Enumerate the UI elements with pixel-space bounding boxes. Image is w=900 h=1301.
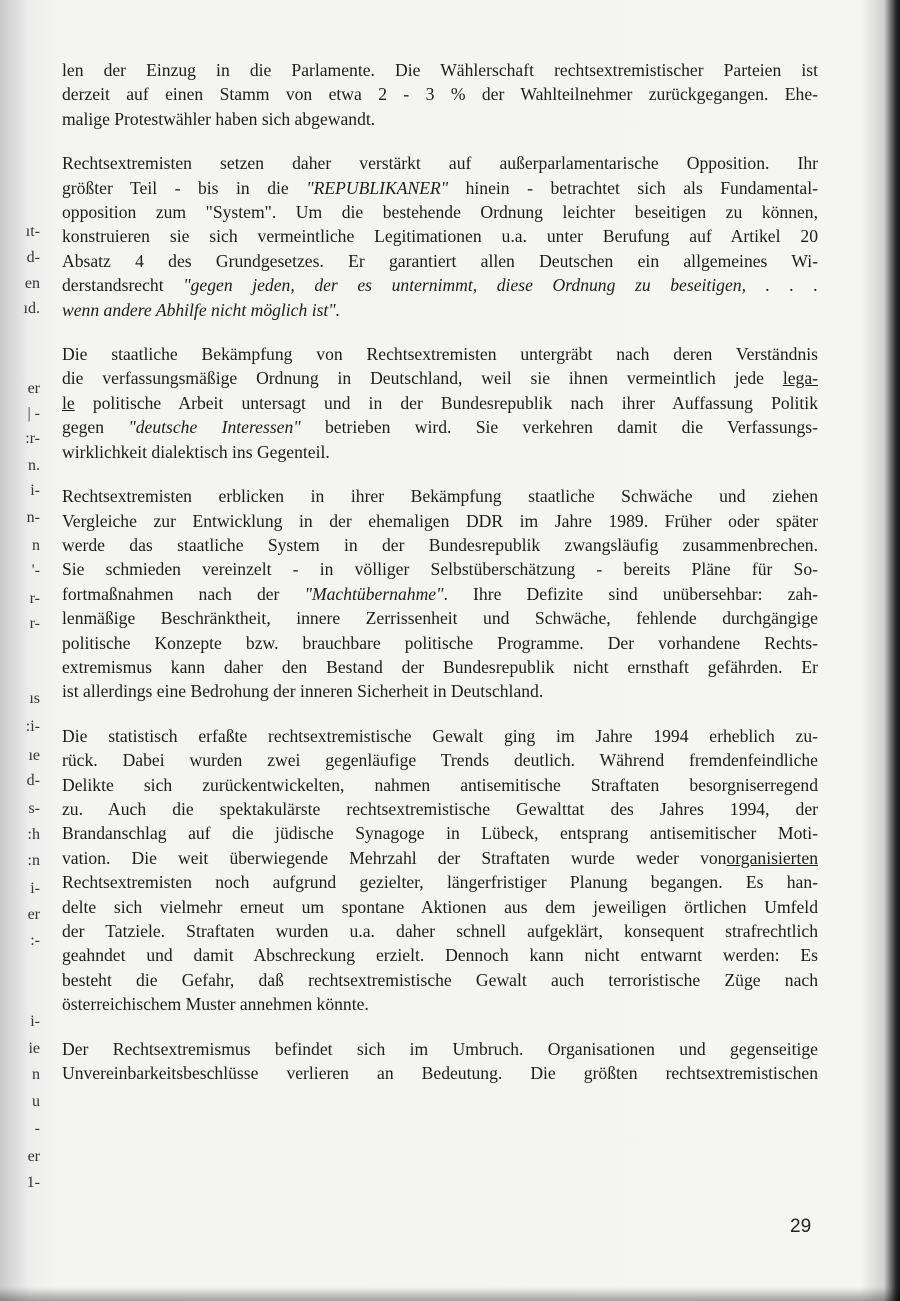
- text-line: [62, 298, 818, 322]
- underlined-text: lega-: [782, 368, 818, 389]
- italic-quote: wenn andere Abhilfe nicht möglich ist".: [62, 299, 341, 320]
- margin-fragment: u: [32, 1093, 40, 1110]
- text-line: [62, 943, 818, 967]
- text-run: werde das staatliche System in der Bundesrepublik zwangsläufig zusammenbrechen.: [62, 534, 818, 555]
- text-line: [62, 107, 818, 131]
- margin-fragment: :h: [27, 826, 40, 843]
- paragraph: [62, 342, 818, 464]
- text-line: [62, 249, 818, 273]
- margin-fragment: d-: [26, 772, 40, 789]
- text-run: . Ihre Defizite sind unübersehbar: zah-: [443, 583, 818, 604]
- margin-fragment: n: [32, 1066, 40, 1083]
- text-run: Delikte sich zurückentwickelten, nahmen antisemitische Straftaten besorgniserregend: [62, 774, 818, 795]
- text-line: [62, 557, 818, 581]
- margin-fragment: -: [34, 1120, 40, 1137]
- text-run: Der Rechtsextremismus befindet sich im Umbruch. Organisationen und gegenseitige: [62, 1038, 818, 1059]
- text-run: ist allerdings eine Bedrohung der inneren Sicherheit in Deutschland.: [62, 681, 544, 702]
- text-run: Rechtsextremisten noch aufgrund gezielter, längerfristiger Planung begangen. Es han-: [62, 872, 818, 893]
- text-run: Die staatliche Bekämpfung von Rechtsextremisten untergräbt nach deren Verständnis: [62, 344, 818, 365]
- text-run: Absatz 4 des Grundgesetzes. Er garantiert allen Deutschen ein allgemeines Wi-: [62, 250, 818, 271]
- text-line: [62, 846, 818, 870]
- body-text: [62, 58, 818, 1105]
- text-run: Die statistisch erfaßte rechtsextremistische Gewalt ging im Jahre 1994 erheblich zu-: [62, 725, 818, 746]
- margin-fragment: er: [27, 906, 40, 923]
- text-run: politische Arbeit untersagt und in der Bundesrepublik nach ihrer Auffassung Politik: [74, 392, 818, 413]
- text-run: Rechtsextremisten erblicken in ihrer Bekämpfung staatliche Schwäche und ziehen: [62, 486, 818, 507]
- text-run: konstruieren sie sich vermeintliche Legitimationen u.a. unter Berufung auf Artikel 20: [62, 226, 818, 247]
- text-line: [62, 1061, 818, 1085]
- text-run: größter Teil - bis in die: [62, 177, 307, 198]
- text-run: wirklichkeit dialektisch ins Gegenteil.: [62, 441, 330, 462]
- margin-fragment: ie: [28, 1040, 40, 1057]
- margin-fragment: ıe: [28, 747, 40, 764]
- paragraph: [62, 484, 818, 704]
- page-edge-shadow: [0, 1287, 900, 1301]
- paragraph: [62, 1037, 818, 1086]
- text-line: [62, 606, 818, 630]
- text-line: [62, 582, 818, 606]
- page-number: 29: [790, 1216, 812, 1237]
- text-run: österreichischem Muster annehmen könnte.: [62, 994, 369, 1015]
- text-line: [62, 176, 818, 200]
- text-line: [62, 655, 818, 679]
- underlined-text: organisierten: [726, 847, 818, 868]
- text-run: Vergleiche zur Entwicklung in der ehemaligen DDR im Jahre 1989. Früher oder später: [62, 510, 818, 531]
- text-line: [62, 440, 818, 464]
- text-run: lenmäßige Beschränktheit, innere Zerrissenheit und Schwäche, fehlende durchgängige: [62, 608, 818, 629]
- text-run: zu. Auch die spektakulärste rechtsextremistische Gewalttat des Jahres 1994, der: [62, 798, 818, 819]
- text-run: vation. Die weit überwiegende Mehrzahl der Straftaten wurde weder von: [62, 847, 727, 868]
- text-run: fortmaßnahmen nach der: [62, 583, 305, 604]
- text-line: [62, 484, 818, 508]
- italic-quote: "REPUBLIKANER": [306, 177, 449, 198]
- text-line: [62, 391, 818, 415]
- text-run: Unvereinbarkeitsbeschlüsse verlieren an Bedeutung. Die größten rechtsextremistischen: [62, 1063, 818, 1084]
- margin-fragment: en: [24, 275, 40, 292]
- margin-fragment: :-: [30, 932, 40, 949]
- margin-fragment: r-: [29, 590, 40, 607]
- text-line: [62, 895, 818, 919]
- margin-fragment: ıs: [29, 690, 40, 707]
- text-line: [62, 919, 818, 943]
- text-run: extremismus kann daher den Bestand der Bundesrepublik nicht ernsthaft gefährden. Er: [62, 656, 818, 677]
- text-line: [62, 968, 818, 992]
- margin-fragment: i-: [30, 880, 40, 897]
- margin-fragment: n-: [26, 509, 40, 526]
- text-run: Rechtsextremisten setzen daher verstärkt auf außerparlamentarische Opposition. Ihr: [62, 153, 818, 174]
- text-line: [62, 342, 818, 366]
- text-line: [62, 151, 818, 175]
- text-line: [62, 58, 818, 82]
- margin-fragment: | -: [27, 405, 40, 422]
- text-run: betrieben wird. Sie verkehren damit die Verfassungs-: [300, 417, 818, 438]
- text-line: [62, 724, 818, 748]
- margin-fragment: ıd.: [23, 300, 40, 317]
- text-run: die verfassungsmäßige Ordnung in Deutschland, weil sie ihnen vermeintlich jede: [62, 368, 783, 389]
- margin-fragment: er: [27, 380, 40, 397]
- paragraph: [62, 724, 818, 1017]
- margin-fragment: :i-: [25, 718, 40, 735]
- text-run: malige Protestwähler haben sich abgewandt.: [62, 108, 376, 129]
- margin-fragment: s-: [28, 800, 40, 817]
- text-run: delte sich vielmehr erneut um spontane Aktionen aus dem jeweiligen örtlichen Umfeld: [62, 896, 818, 917]
- text-line: [62, 679, 818, 703]
- text-run: geahndet und damit Abschreckung erzielt. Dennoch kann nicht entwarnt werden: Es: [62, 945, 818, 966]
- underlined-text: le: [62, 392, 75, 413]
- margin-fragment: :r-: [25, 430, 40, 447]
- margin-fragment: 1-: [26, 1174, 40, 1191]
- text-run: len der Einzug in die Parlamente. Die Wählerschaft rechtsextremistischer Parteien ist: [62, 60, 818, 80]
- text-line: [62, 273, 818, 297]
- text-line: [62, 870, 818, 894]
- italic-quote: "deutsche Interessen": [128, 417, 301, 438]
- text-line: [62, 773, 818, 797]
- text-run: besteht die Gefahr, daß rechtsextremistische Gewalt auch terroristische Züge nach: [62, 969, 818, 990]
- margin-fragment: ıt-: [25, 223, 40, 240]
- margin-fragment: '-: [31, 562, 40, 579]
- paragraph: [62, 58, 818, 131]
- margin-fragment: d-: [26, 249, 40, 266]
- text-line: [62, 797, 818, 821]
- text-line: [62, 82, 818, 106]
- paragraph: [62, 151, 818, 322]
- text-line: [62, 224, 818, 248]
- text-line: [62, 533, 818, 557]
- text-run: rück. Dabei wurden zwei gegenläufige Trends deutlich. Während fremdenfeindliche: [62, 750, 818, 771]
- text-line: [62, 631, 818, 655]
- text-run: politische Konzepte bzw. brauchbare politische Programme. Der vorhandene Rechts-: [62, 632, 818, 653]
- italic-quote: "gegen jeden, der es unternimmt, diese Ordnung zu beseitigen, . . .: [183, 275, 818, 296]
- margin-fragment: r-: [29, 615, 40, 632]
- text-run: hinein - betrachtet sich als Fundamental-: [448, 177, 818, 198]
- margin-fragment: er: [27, 1148, 40, 1165]
- text-run: Sie schmieden vereinzelt - in völliger Selbstüberschätzung - bereits Pläne für So-: [62, 559, 818, 580]
- text-line: [62, 509, 818, 533]
- margin-fragment: n.: [28, 457, 40, 474]
- margin-fragment: n: [32, 537, 40, 554]
- margin-fragment: i-: [30, 482, 40, 499]
- text-line: [62, 821, 818, 845]
- previous-page-margin: [0, 0, 46, 1301]
- text-run: derstandsrecht: [62, 275, 184, 296]
- text-line: [62, 366, 818, 390]
- text-line: [62, 200, 818, 224]
- text-run: der Tatziele. Straftaten wurden u.a. daher schnell aufgeklärt, konsequent strafrechtlich: [62, 921, 818, 941]
- text-run: gegen: [62, 417, 129, 438]
- text-line: [62, 1037, 818, 1061]
- text-line: [62, 748, 818, 772]
- text-line: [62, 992, 818, 1016]
- text-run: Brandanschlag auf die jüdische Synagoge in Lübeck, entsprang antisemitischer Moti-: [62, 823, 818, 844]
- text-line: [62, 415, 818, 439]
- text-run: derzeit auf einen Stamm von etwa 2 - 3 % der Wahlteilnehmer zurückgegangen. Ehe-: [62, 84, 818, 105]
- margin-fragment: :n: [27, 852, 40, 869]
- margin-fragment: i-: [30, 1013, 40, 1030]
- italic-quote: "Machtübernahme": [304, 583, 444, 604]
- text-run: opposition zum "System". Um die bestehende Ordnung leichter beseitigen zu können,: [62, 202, 818, 223]
